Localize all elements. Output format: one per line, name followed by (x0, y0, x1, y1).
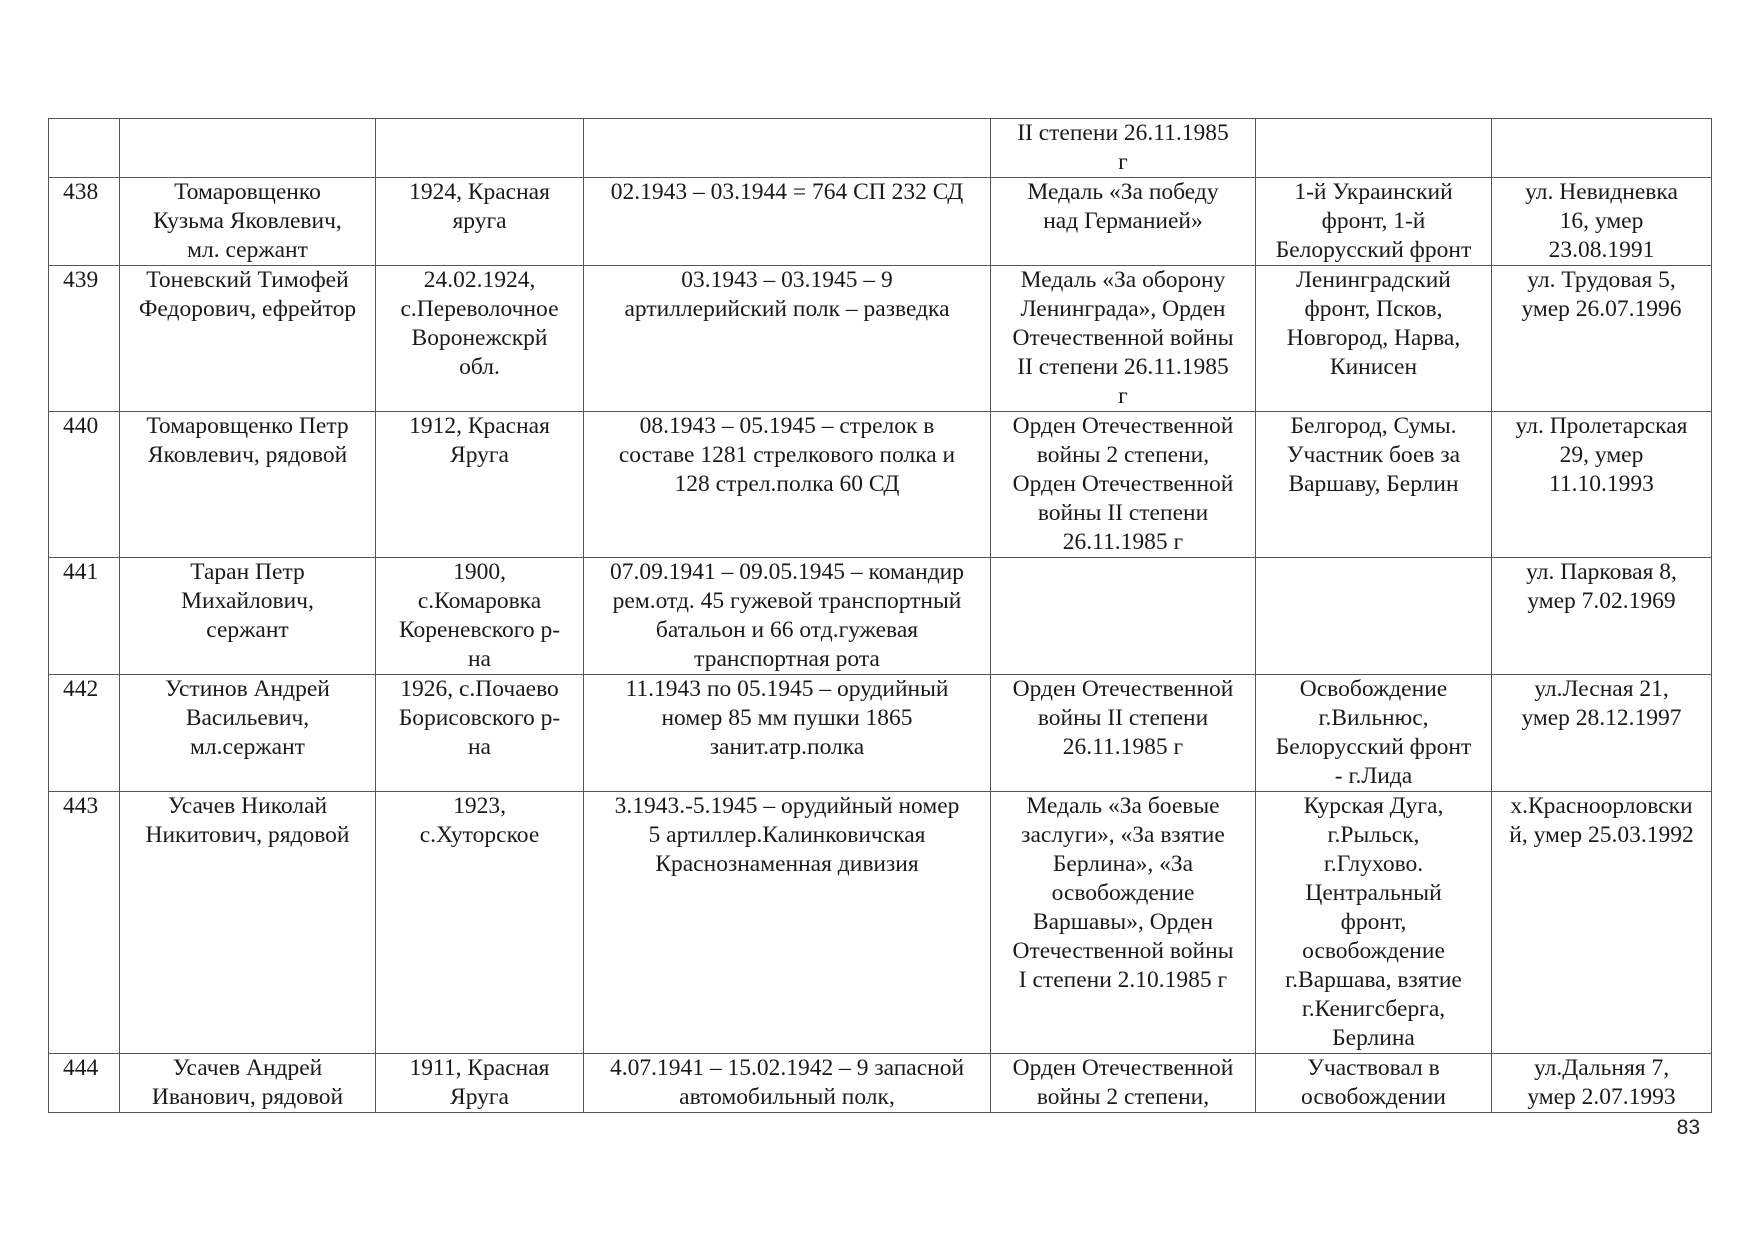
cell-number: 443 (49, 792, 120, 1054)
cell-name: Усачев Андрей Иванович, рядовой (120, 1054, 376, 1113)
cell-name: Томаровщенко Петр Яковлевич, рядовой (120, 412, 376, 558)
cell-birth: 24.02.1924, с.Переволочное Воронежскрй обл. (376, 266, 584, 412)
cell-number (49, 119, 120, 178)
cell-service: 08.1943 – 05.1945 – стрелок в составе 1281 стрелкового полка и 128 стрел.полка 60 СД (584, 412, 991, 558)
table-row (49, 792, 1712, 1054)
cell-awards: Медаль «За победу над Германией» (991, 178, 1256, 266)
cell-birth: 1926, с.Почаево Борисовского р- на (376, 675, 584, 792)
cell-front: 1-й Украинский фронт, 1-й Белорусский фронт (1256, 178, 1492, 266)
cell-birth: 1924, Красная яруга (376, 178, 584, 266)
cell-address: ул. Невидневка 16, умер 23.08.1991 (1492, 178, 1712, 266)
cell-awards: II степени 26.11.1985 г (991, 119, 1256, 178)
cell-front: Освобождение г.Вильнюс, Белорусский фронт - г.Лида (1256, 675, 1492, 792)
cell-birth: 1923, с.Хуторское (376, 792, 584, 1054)
cell-service: 3.1943.-5.1945 – орудийный номер 5 артиллер.Калинковичская Краснознаменная дивизия (584, 792, 991, 1054)
cell-service: 4.07.1941 – 15.02.1942 – 9 запасной автомобильный полк, (584, 1054, 991, 1113)
cell-address: ул.Дальняя 7, умер 2.07.1993 (1492, 1054, 1712, 1113)
cell-awards: Орден Отечественной войны II степени 26.11.1985 г (991, 675, 1256, 792)
cell-number: 444 (49, 1054, 120, 1113)
cell-address: ул.Лесная 21, умер 28.12.1997 (1492, 675, 1712, 792)
cell-number: 440 (49, 412, 120, 558)
cell-name (120, 119, 376, 178)
cell-birth: 1900, с.Комаровка Кореневского р- на (376, 558, 584, 675)
cell-number: 441 (49, 558, 120, 675)
cell-service: 07.09.1941 – 09.05.1945 – командир рем.отд. 45 гужевой транспортный батальон и 66 отд.гужевая транспортная рота (584, 558, 991, 675)
cell-number: 438 (49, 178, 120, 266)
cell-awards: Орден Отечественной войны 2 степени, Орден Отечественной войны II степени 26.11.1985 г (991, 412, 1256, 558)
cell-front: Ленинградский фронт, Псков, Новгород, Нарва, Кинисен (1256, 266, 1492, 412)
table-row (49, 412, 1712, 558)
cell-name: Устинов Андрей Васильевич, мл.сержант (120, 675, 376, 792)
cell-address: ул. Трудовая 5, умер 26.07.1996 (1492, 266, 1712, 412)
cell-front (1256, 119, 1492, 178)
table-body (49, 119, 1712, 1113)
cell-name: Тоневский Тимофей Федорович, ефрейтор (120, 266, 376, 412)
cell-front: Курская Дуга, г.Рыльск, г.Глухово. Центральный фронт, освобождение г.Варшава, взятие г.Кенигсберга, Берлина (1256, 792, 1492, 1054)
cell-awards: Орден Отечественной войны 2 степени, (991, 1054, 1256, 1113)
table-row (49, 119, 1712, 178)
cell-name: Таран Петр Михайлович, сержант (120, 558, 376, 675)
cell-address: ул. Парковая 8, умер 7.02.1969 (1492, 558, 1712, 675)
cell-number: 439 (49, 266, 120, 412)
cell-service: 03.1943 – 03.1945 – 9 артиллерийский полк – разведка (584, 266, 991, 412)
table-row (49, 178, 1712, 266)
cell-front: Участвовал в освобождении (1256, 1054, 1492, 1113)
cell-awards: Медаль «За боевые заслуги», «За взятие Берлина», «За освобождение Варшавы», Орден Отечественной войны I степени 2.10.1985 г (991, 792, 1256, 1054)
cell-service: 11.1943 по 05.1945 – орудийный номер 85 мм пушки 1865 занит.атр.полка (584, 675, 991, 792)
table-row (49, 266, 1712, 412)
table-row (49, 675, 1712, 792)
cell-name: Усачев Николай Никитович, рядовой (120, 792, 376, 1054)
cell-service: 02.1943 – 03.1944 = 764 СП 232 СД (584, 178, 991, 266)
veterans-table (48, 118, 1712, 1113)
cell-front: Белгород, Сумы. Участник боев за Варшаву, Берлин (1256, 412, 1492, 558)
cell-front (1256, 558, 1492, 675)
cell-awards: Медаль «За оборону Ленинграда», Орден Отечественной войны II степени 26.11.1985 г (991, 266, 1256, 412)
page-number: 83 (1676, 1116, 1700, 1139)
cell-address: ул. Пролетарская 29, умер 11.10.1993 (1492, 412, 1712, 558)
cell-awards (991, 558, 1256, 675)
table-row (49, 558, 1712, 675)
cell-address (1492, 119, 1712, 178)
cell-address: х.Красноорловски й, умер 25.03.1992 (1492, 792, 1712, 1054)
table-row (49, 1054, 1712, 1113)
cell-birth: 1911, Красная Яруга (376, 1054, 584, 1113)
cell-birth: 1912, Красная Яруга (376, 412, 584, 558)
cell-birth (376, 119, 584, 178)
cell-number: 442 (49, 675, 120, 792)
cell-name: Томаровщенко Кузьма Яковлевич, мл. сержант (120, 178, 376, 266)
cell-service (584, 119, 991, 178)
